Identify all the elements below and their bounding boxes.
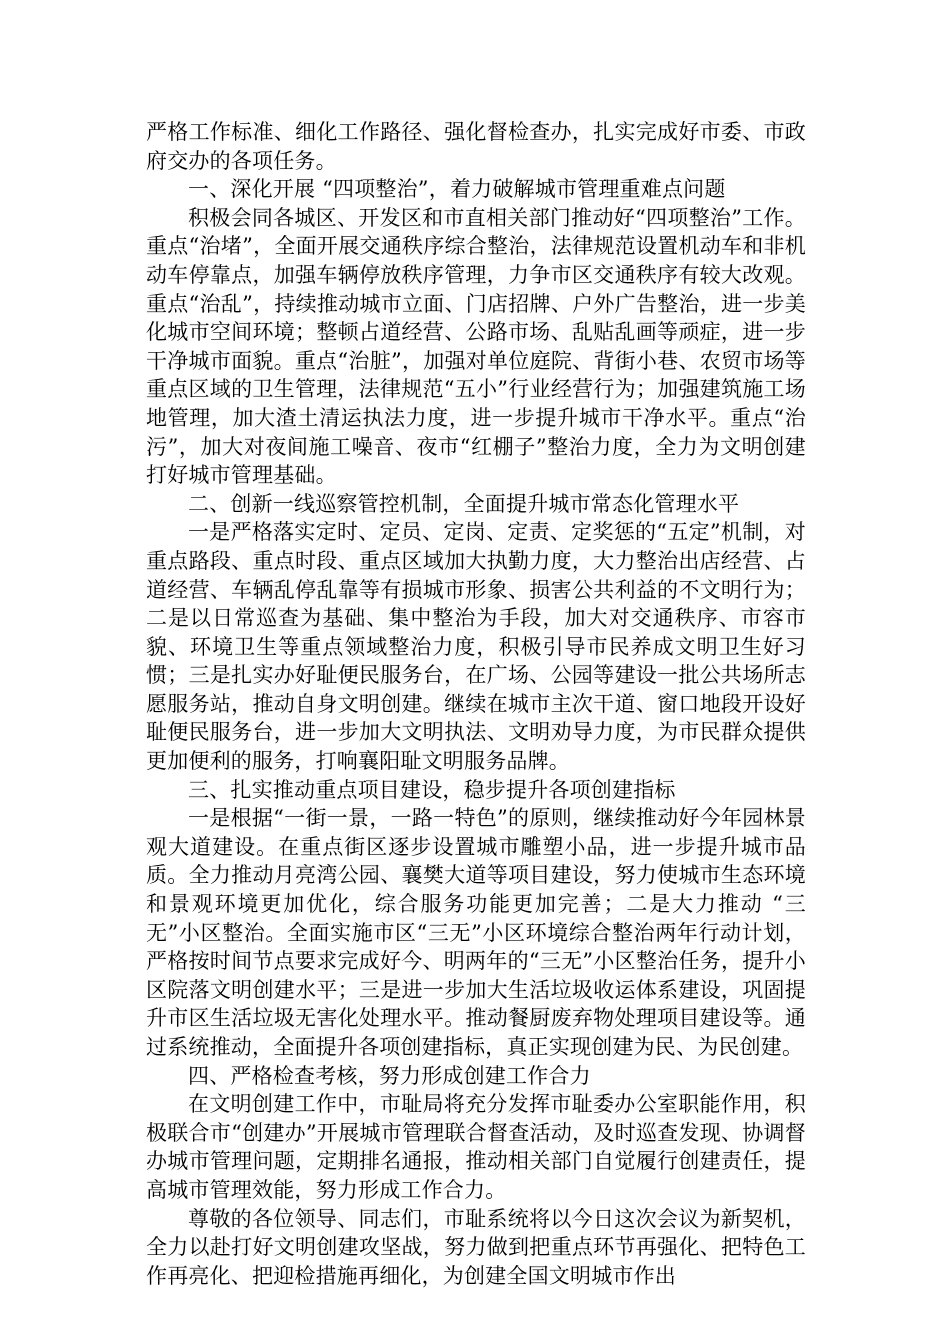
paragraph-continuation: 严格工作标准、细化工作路径、强化督检查办，扎实完成好市委、市政府交办的各项任务。 [146,120,806,173]
paragraph-four-rectifications: 积极会同各城区、开发区和市直相关部门推动好“四项整治”工作。重点“治堵”，全面开展交通秩序综合整治，法律规范设置机动车和非机动车停靠点，加强车辆停放秩序管理，力争市区交通秩序有较大改观。重点“治乱”，持续推动城市立面、门店招牌、户外广告整治，进一步美化城市空间环境；整顿占道经营、公路市场、乱贴乱画等顽症，进一步干净城市面貌。重点“治脏”，加强对单位庭院、背街小巷、农贸市场等重点区域的卫生管理，法律规范“五小”行业经营行为；加强建筑施工场地管理，加大渣土清运执法力度，进一步提升城市干净水平。重点“治污”，加大对夜间施工噪音、夜市“红棚子”整治力度，全力为文明创建打好城市管理基础。 [146,205,806,488]
paragraph-inspection: 在文明创建工作中，市耻局将充分发挥市耻委办公室职能作用，积极联合市“创建办”开展城市管理联合督查活动，及时巡查发现、协调督办城市管理问题，定期排名通报，推动相关部门自觉履行创建责任，提高城市管理效能，努力形成工作合力。 [146,1092,806,1202]
paragraph-closing: 尊敬的各位领导、同志们，市耻系统将以今日这次会议为新契机，全力以赴打好文明创建攻坚战，努力做到把重点环节再强化、把特色工作再亮化、把迎检措施再细化，为创建全国文明城市作出 [146,1206,806,1288]
document-body [146,118,806,1290]
section-heading-3: 三、扎实推动重点项目建设，稳步提升各项创建指标 [188,777,676,802]
section-heading-4: 四、严格检查考核，努力形成创建工作合力 [188,1063,591,1088]
section-heading-1: 一、深化开展 “四项整治”，着力破解城市管理重难点问题 [188,177,726,202]
paragraph-key-projects: 一是根据“一街一景，一路一特色”的原则，继续推动好今年园林景观大道建设。在重点街区逐步设置城市雕塑小品，进一步提升城市品质。全力推动月亮湾公园、襄樊大道等项目建设，努力使城市生态环境和景观环境更加优化，综合服务功能更加完善；二是大力推动 “三无”小区整治。全面实施市区“三无”小区环境综合整治两年行动计划，严格按时间节点要求完成好今、明两年的“三无”小区整治任务，提升小区院落文明创建水平；三是进一步加大生活垃圾收运体系建设，巩固提升市区生活垃圾无害化处理水平。推动餐厨废弃物处理项目建设等。通过系统推动，全面提升各项创建指标，真正实现创建为民、为民创建。 [146,806,806,1059]
paragraph-patrol-mechanism: 一是严格落实定时、定员、定岗、定责、定奖惩的“五定”机制，对重点路段、重点时段、重点区域加大执勤力度，大力整治出店经营、占道经营、车辆乱停乱靠等有损城市形象、损害公共利益的不文明行为；二是以日常巡查为基础、集中整治为手段，加大对交通秩序、市容市貌、环境卫生等重点领域整治力度，积极引导市民养成文明卫生好习惯；三是扎实办好耻便民服务台，在广场、公园等建设一批公共场所志愿服务站，推动自身文明创建。继续在城市主次干道、窗口地段开设好耻便民服务台，进一步加大文明执法、文明劝导力度，为市民群众提供更加便利的服务，打响襄阳耻文明服务品牌。 [146,520,806,774]
section-heading-2: 二、创新一线巡察管控机制，全面提升城市常态化管理水平 [188,491,740,516]
